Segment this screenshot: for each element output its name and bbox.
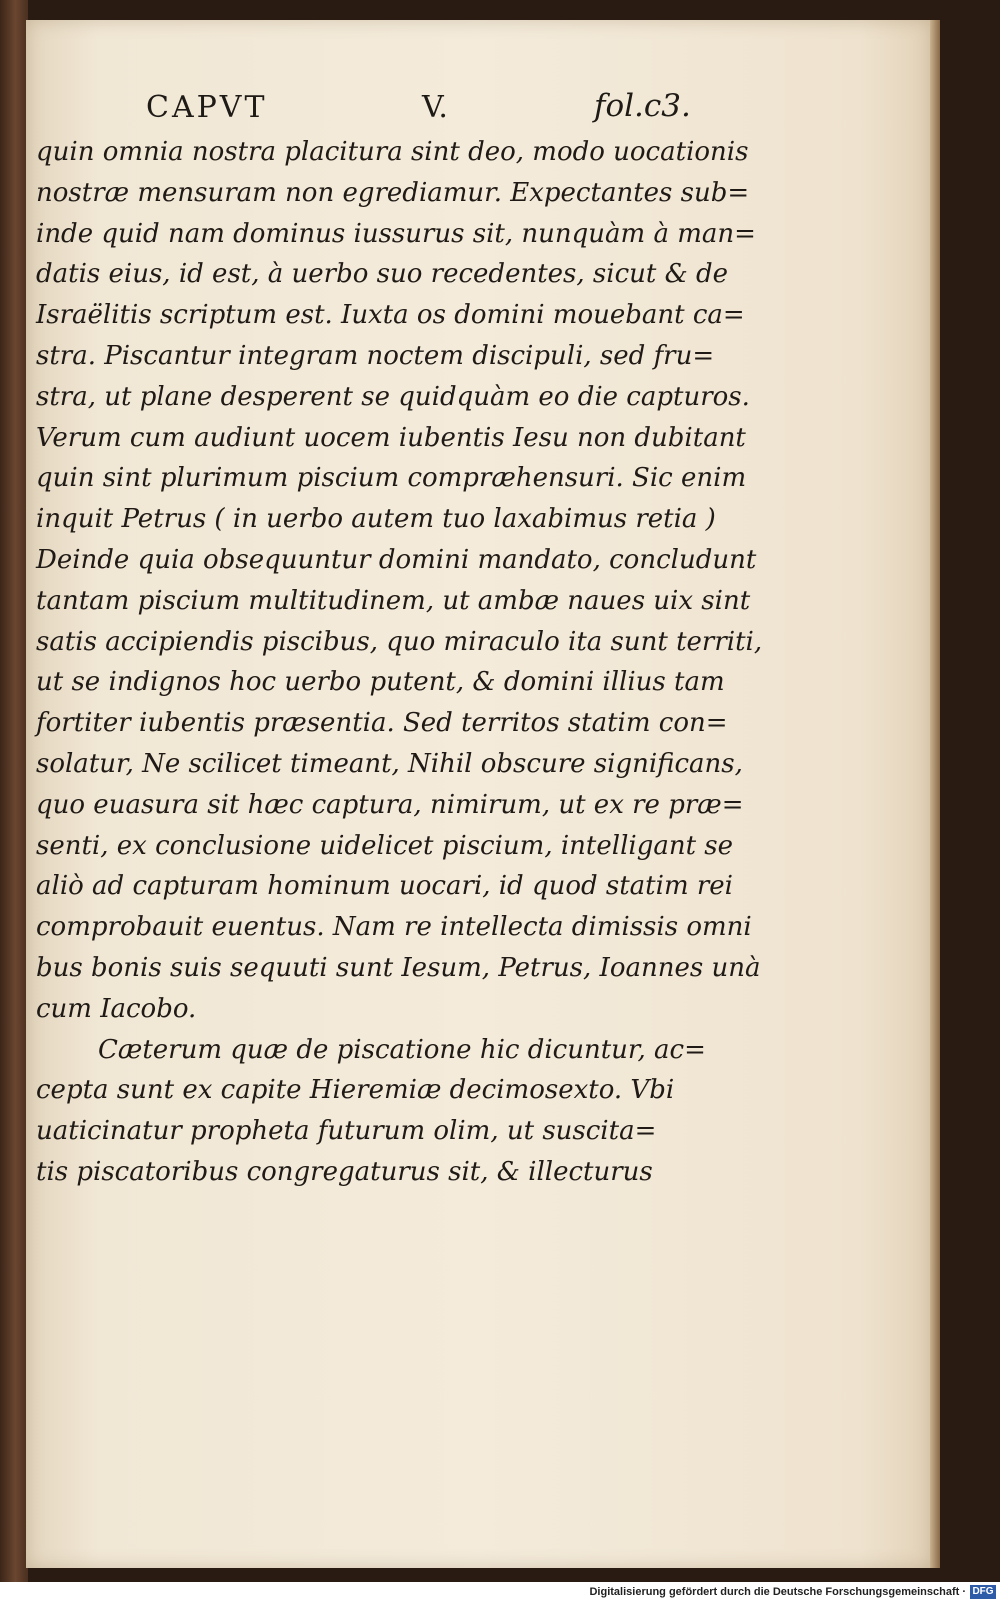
text-line: stra. Piscantur integram noctem discipuli, sed fru= xyxy=(36,340,715,371)
text-line: solatur, Ne scilicet timeant, Nihil obscure significans, xyxy=(36,748,743,779)
text-line: datis eius, id est, à uerbo suo recedentes, sicut & de xyxy=(36,259,729,290)
text-line: tis piscatoribus congregaturus sit, & illecturus xyxy=(36,1156,653,1187)
running-head-caput: CAPVT xyxy=(146,90,268,125)
text-line: stra, ut plane desperent se quidquàm eo die capturos. xyxy=(36,381,750,412)
page-edge xyxy=(930,20,940,1568)
text-line: quin omnia nostra placitura sint deo, modo uocationis xyxy=(36,137,749,167)
text-line: tantam piscium multitudinem, ut ambæ naues uix sint xyxy=(36,585,751,616)
text-line: ut se indignos hoc uerbo putent, & domini illius tam xyxy=(36,667,725,698)
text-line: bus bonis suis sequuti sunt Iesum, Petrus, Ioannes unà xyxy=(36,952,761,983)
text-line: Verum cum audiunt uocem iubentis Iesu non dubitant xyxy=(36,422,746,453)
text-line: cum Iacobo. xyxy=(36,993,197,1024)
text-line: nostræ mensuram non egrediamur. Expectantes sub= xyxy=(36,177,750,208)
text-line: inde quid nam dominus iussurus sit, nunquàm à man= xyxy=(36,218,756,249)
digitization-footer xyxy=(0,1582,1000,1603)
running-head xyxy=(120,82,690,132)
text-line: quo euasura sit hæc captura, nimirum, ut ex re præ= xyxy=(36,789,744,820)
text-line: fortiter iubentis præsentia. Sed territos statim con= xyxy=(36,708,728,739)
body-text xyxy=(36,132,763,1193)
text-line: comprobauit euentus. Nam re intellecta dimissis omni xyxy=(36,912,752,943)
text-line: quin sint plurimum piscium compræhensuri. Sic enim xyxy=(36,463,747,494)
dfg-logo: DFG xyxy=(970,1585,996,1599)
folio-number: fol.c3. xyxy=(594,88,691,124)
running-head-chapter: V. xyxy=(422,90,448,125)
text-line: cepta sunt ex capite Hieremiæ decimosexto. Vbi xyxy=(36,1075,675,1106)
book-binding-edge xyxy=(0,0,28,1582)
text-line: aliò ad capturam hominum uocari, id quod statim rei xyxy=(36,871,733,902)
text-line: Israëlitis scriptum est. Iuxta os domini mouebant ca= xyxy=(36,300,745,331)
text-line: senti, ex conclusione uidelicet piscium, intelligant se xyxy=(36,830,734,861)
text-line: satis accipiendis piscibus, quo miraculo ita sunt territi, xyxy=(36,626,763,657)
text-line: Deinde quia obsequuntur domini mandato, concludunt xyxy=(36,544,757,575)
funding-credit: Digitalisierung gefördert durch die Deutsche Forschungsgemeinschaft · xyxy=(589,1586,966,1598)
paragraph-first-line: Cæterum quæ de piscatione hic dicuntur, ac= xyxy=(98,1034,706,1065)
text-line: uaticinatur propheta futurum olim, ut suscita= xyxy=(36,1116,657,1147)
text-line: inquit Petrus ( in uerbo autem tuo laxabimus retia ) xyxy=(36,504,716,535)
